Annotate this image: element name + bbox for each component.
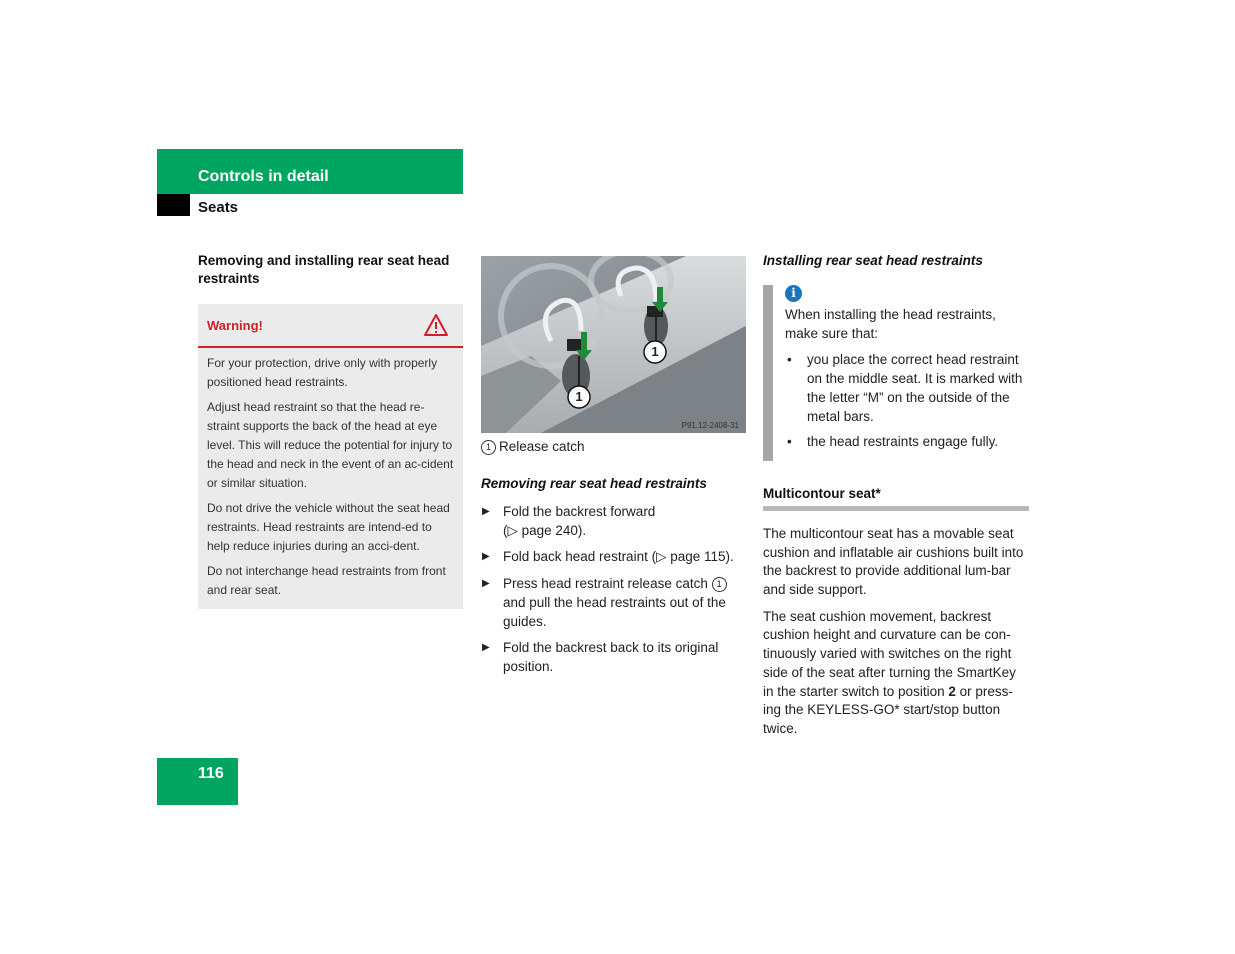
- callout-number: 1: [481, 440, 496, 455]
- step-text: Fold the backrest forward: [503, 504, 656, 519]
- page-number: 116: [198, 765, 224, 782]
- heading-multicontour: Multicontour seat*: [763, 485, 881, 501]
- step-item: [481, 503, 746, 540]
- bullet-item: • you place the correct head restraint on the middle seat. It is marked with the letter “M” on the outside of the metal bars.: [785, 351, 1029, 426]
- warning-paragraph: For your protection, drive only with properly positioned head restraints.: [207, 356, 438, 389]
- callout-1-bottom: 1: [575, 389, 583, 404]
- step-text: Press head restraint release catch: [503, 576, 708, 592]
- callout-1-top: 1: [651, 344, 659, 359]
- step-item: [481, 575, 746, 631]
- step-arrow-icon: ▶: [482, 551, 490, 563]
- subsection-title: Seats: [198, 199, 239, 216]
- warning-paragraph: Do not interchange head restraints from front and rear seat.: [207, 564, 446, 597]
- caption-text: Release catch: [499, 439, 585, 454]
- multicontour-para-2: [763, 608, 1029, 739]
- info-note: [763, 285, 1029, 461]
- step-arrow-icon: ▶: [482, 578, 490, 590]
- image-code: P91.12-2408-31: [681, 421, 739, 430]
- head-restraint-photo: [481, 256, 746, 433]
- column-left: [198, 252, 463, 609]
- column-right: [763, 252, 1029, 739]
- warning-paragraph: Adjust head restraint so that the head re-straint supports the back of the head at eye level. This will reduce the potential for injury to the head and neck in the event of an ac-cident or similar situation.: [207, 400, 454, 490]
- multicontour-heading-rule: [763, 485, 1029, 511]
- para-text: or press-ing the KEYLESS-GO* start/stop button twice.: [763, 683, 1013, 736]
- section-title: Controls in detail: [198, 168, 329, 185]
- para-text: The seat cushion movement, backrest cushion height and curvature can be con-tinuously varied with switches on the right side of the seat after turning the SmartKey in the starter switch to position: [763, 608, 1016, 699]
- image-caption: [481, 438, 746, 456]
- step-item: [481, 639, 746, 676]
- info-bullets: [785, 351, 1029, 452]
- heading-removing: Removing rear seat head restraints: [481, 476, 707, 491]
- column-middle: [481, 256, 746, 685]
- heading-remove-install: Removing and installing rear seat head restraints: [198, 253, 450, 286]
- step-arrow-icon: ▶: [482, 642, 490, 654]
- info-bar: [763, 285, 773, 461]
- warning-box: [198, 304, 463, 609]
- step-text-cont: and pull the head restraints out of the guides.: [503, 594, 726, 629]
- step-item: [481, 548, 746, 567]
- info-icon: i: [785, 285, 802, 302]
- step-arrow-icon: ▶: [482, 506, 490, 517]
- info-intro: When installing the head restraints, make sure that:: [785, 307, 996, 341]
- step-text: Fold the backrest back to its original position.: [503, 640, 719, 674]
- warning-paragraph: Do not drive the vehicle without the seat head restraints. Head restraints are intend-ed to help reduce injuries during an acci-dent.: [207, 501, 450, 553]
- multicontour-para-1: The multicontour seat has a movable seat cushion and inflatable air cushions built into the backrest to provide additional lum-bar and side support.: [763, 525, 1024, 598]
- position-number: 2: [948, 683, 956, 699]
- warning-triangle-icon: [423, 313, 449, 337]
- heading-installing: Installing rear seat head restraints: [763, 253, 983, 268]
- warning-title: Warning!: [207, 318, 263, 333]
- subsection-marker: [157, 194, 190, 216]
- step-text-ref: (▷ page 240).: [503, 522, 587, 538]
- callout-number: 1: [712, 577, 727, 592]
- removal-steps: [481, 503, 746, 677]
- bullet-item: • the head restraints engage fully.: [785, 433, 1029, 452]
- warning-header: [198, 304, 463, 348]
- step-text: Fold back head restraint (▷ page 115).: [503, 549, 734, 565]
